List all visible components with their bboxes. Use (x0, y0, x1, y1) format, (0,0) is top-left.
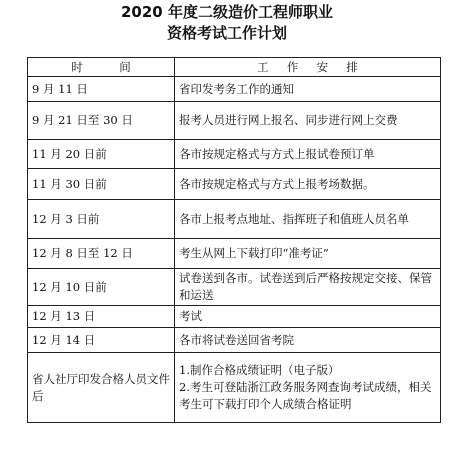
table-row (28, 306, 441, 328)
table-header-row (28, 58, 441, 77)
cell-work: 各市按规定格式与方式上报试卷预订单 (175, 140, 441, 169)
cell-work: 各市按规定格式与方式上报考场数据。 (175, 169, 441, 200)
table-row (28, 77, 441, 102)
table-row (28, 269, 441, 306)
cell-work: 报考人员进行网上报名、同步进行网上交费 (175, 102, 441, 140)
schedule-table (27, 57, 441, 423)
table-row (28, 353, 441, 423)
cell-work: 试卷送到各市。试卷送到后严格按规定交接、保管和运送 (175, 269, 441, 306)
cell-work: 省印发考务工作的通知 (175, 77, 441, 102)
work-line-2: 2.考生可登陆浙江政务服务网查询考试成绩，相关考生可下载打印个人成绩合格证明 (179, 380, 432, 411)
header-work: 工 作 安 排 (175, 58, 441, 77)
table-row (28, 200, 441, 239)
cell-work (175, 353, 441, 423)
cell-time: 11 月 30 日前 (28, 169, 175, 200)
cell-work: 各市上报考点地址、指挥班子和值班人员名单 (175, 200, 441, 239)
document-title-line1: 2020 年度二级造价工程师职业 (121, 3, 333, 21)
cell-time: 11 月 20 日前 (28, 140, 175, 169)
cell-time: 12 月 3 日前 (28, 200, 175, 239)
cell-time: 9 月 21 日至 30 日 (28, 102, 175, 140)
cell-work: 考试 (175, 306, 441, 328)
table-row (28, 239, 441, 269)
document-title-line2: 资格考试工作计划 (166, 24, 287, 42)
cell-time: 12 月 13 日 (28, 306, 175, 328)
table-row (28, 102, 441, 140)
cell-time: 省人社厅印发合格人员文件后 (28, 353, 175, 423)
cell-work: 考生从网上下载打印“准考证” (175, 239, 441, 269)
table-row (28, 140, 441, 169)
cell-time: 12 月 10 日前 (28, 269, 175, 306)
work-line-1: 1.制作合格成绩证明（电子版） (179, 363, 340, 377)
cell-time: 9 月 11 日 (28, 77, 175, 102)
header-time: 时 间 (28, 58, 175, 77)
cell-time: 12 月 14 日 (28, 328, 175, 353)
table-row (28, 169, 441, 200)
cell-time: 12 月 8 日至 12 日 (28, 239, 175, 269)
table-row (28, 328, 441, 353)
cell-work: 各市将试卷送回省考院 (175, 328, 441, 353)
